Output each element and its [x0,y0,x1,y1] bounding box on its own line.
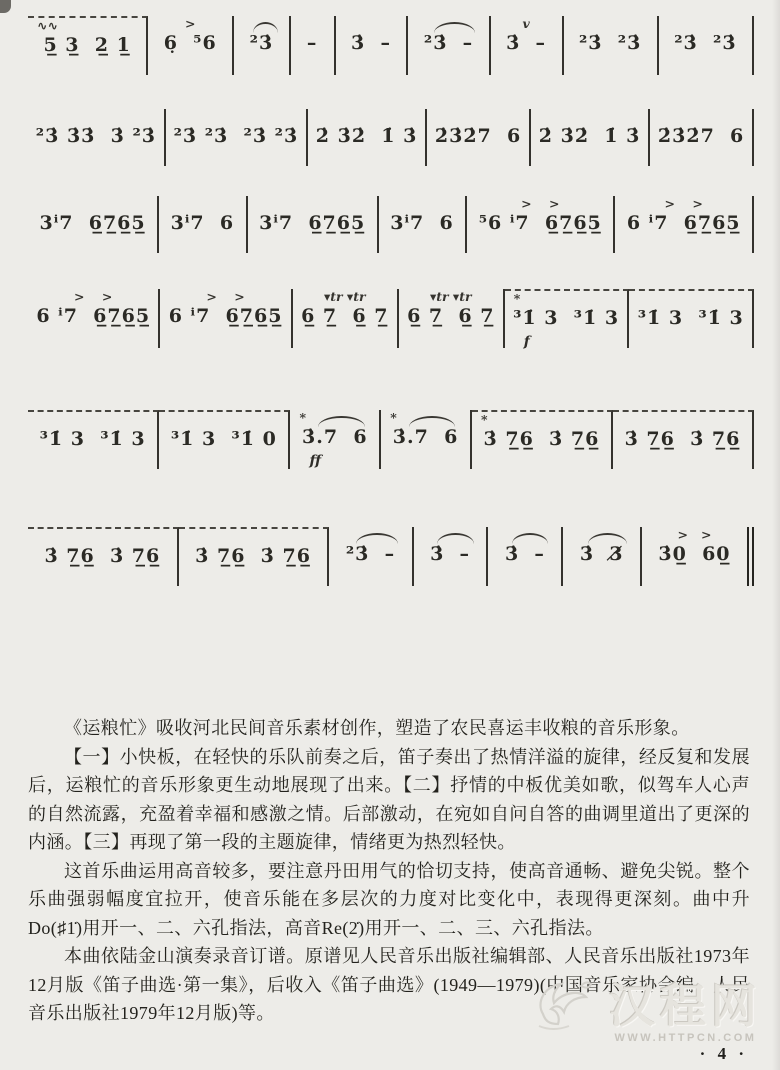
dynamic-marking [167,332,283,346]
dynamic-marking [315,152,418,166]
note-group: ⁵6 ⁱ7 6̲7̲6̲5̲ [478,212,602,234]
measure [564,16,659,75]
dynamic-marking [241,59,281,73]
measure [28,527,179,586]
measure [629,289,754,348]
measure [427,109,531,166]
measure [531,109,650,166]
note-group: 6̣ ⁵6 [163,32,217,54]
measure [379,196,467,253]
ornament-row [35,529,170,545]
note-group: 3̇ 7̲6̲ 3̇ 7̲6̲ [483,428,600,450]
paragraph-intro: 《运粮忙》吸收河北民间音乐素材创作，塑造了农民喜运丰收粮的音乐形象。 [64,718,690,738]
measure [563,527,642,586]
dynamic-marking: f [523,334,530,350]
dynamic-marking [666,59,745,73]
note-group: 3̇ 7̲6̲ 3̇ 7̲6̲ [624,428,741,450]
watermark-site-name: 汉程网 [609,981,762,1032]
note-group: ²3̇ ²3̇ ²3̇ ²3̇ [173,125,299,147]
note-group: ²3̇ – [423,32,474,54]
dynamic-marking [406,332,496,346]
page-number: · 4 · [699,1044,748,1063]
note-group: ³1̇ 3 ³1̇ 3 [637,307,744,329]
ornament-row [35,412,150,428]
ornament-row [538,109,641,125]
measure [472,410,613,469]
measure [650,109,754,166]
measure [148,16,234,75]
dynamic-marking [166,455,281,469]
note-group: 6̲ 7̲ 6̲ 7̲ [301,305,389,327]
ornament-row [173,109,299,125]
ornament-row [571,16,650,32]
dynamic-marking [35,61,139,75]
ornament-row: ▾tr ▾tr [429,289,472,304]
note-group: 2̇3̇2̇7 6 [657,125,745,147]
note-group: 3̇0̲ 60̲ [658,543,731,565]
ornament-row: v [522,16,530,31]
ornament-row [166,412,281,428]
measure [291,16,336,75]
dynamic-marking [570,570,633,584]
ornament-row: > [184,16,196,31]
dynamic-marking [388,453,463,467]
score-line-6 [28,527,754,586]
measure [293,289,399,348]
dynamic-marking [35,152,157,166]
measure [28,410,159,469]
dynamic-marking [657,152,745,166]
measure [329,527,413,586]
measure [642,527,754,586]
dynamic-marking [35,332,151,346]
ornament-row [386,196,458,212]
note-group: ²3̇ ²3̇ [578,32,642,54]
note-group: 3̇ 3̸ [579,543,624,565]
measure [467,196,615,253]
measure [414,527,489,586]
ornament-row [336,527,404,543]
note-group: 3̇ – [504,543,545,565]
measure [28,16,148,75]
note-group: ²3̇ ²3̇ [674,32,737,54]
dynamic-marking [498,59,555,73]
dynamic-marking [479,455,604,469]
dynamic-marking [35,455,150,469]
measure [28,289,160,348]
dynamic-marking [415,59,481,73]
ornament-row [421,527,480,543]
measure [159,410,290,469]
ornament-row [315,109,418,125]
measure [28,196,159,253]
dynamic-marking [298,59,327,73]
dynamic-marking [474,239,606,253]
dynamic-marking [386,239,458,253]
ornament-row [255,196,370,212]
ornament-row [343,16,400,32]
note-group: 2̇ 3̇2̇ 1̇ 3̇ [538,125,641,147]
watermark-site-url: WWW.HTTPCN.COM [614,1032,757,1044]
measure [160,289,292,348]
ornament-row [636,291,745,307]
measure [179,527,330,586]
note-group: ³1̇ 3 ³1̇ 3 [39,428,146,450]
paragraph-source: 本曲依陆金山演奏录音订谱。原谱见人民音乐出版社编辑部、人民音乐出版社1973年12月版《笛子曲选·第一集》，后收入《笛子曲选》(1949—1979)(中国音乐家协会编 人民音乐出版社1979年12月版)等。 [28,946,750,1023]
ornament-row [657,109,745,125]
note-group: 3̇ 7̲6̲ 3̇ 7̲6̲ [44,545,161,567]
measure [336,16,409,75]
ornament-row [570,527,633,543]
ornament-row: * [297,410,372,426]
ornament-row [495,527,554,543]
dynamic-marking [166,239,238,253]
note-group: 6 ⁱ7 6̲7̲6̲5̲ [36,305,151,327]
ornament-row: ∿∿ [37,18,58,33]
measure [659,16,754,75]
measure [408,16,490,75]
measure [248,196,379,253]
note-group: 2̇3̇2̇7 6 [434,125,522,147]
dynamic-marking [35,239,150,253]
paragraph-technique: 这首乐曲运用高音较多，要注意丹田用气的恰切支持，使高音通畅、避免尖锐。整个乐曲强弱幅度宜拉开，使音乐能在多层次的力度对比变化中，表现得更深刻。曲中升Do(♯1̇)用开一、二、六孔指法，高音Re(2̇)用开一、二、三、六孔指法。 [28,860,750,938]
dynamic-marking [649,570,740,584]
ornament-row: * [480,412,488,427]
dynamic-marking [35,572,170,586]
ornament-row: > > [206,289,245,304]
note-group: 3̇ – [430,543,471,565]
measure [399,289,505,348]
score-line-3 [28,196,754,253]
score-line-2 [28,109,754,166]
ornament-row: * [513,291,521,306]
ornament-row [298,16,327,32]
measure [308,109,427,166]
ornament-row: > > [521,196,560,211]
score-line-5 [28,410,754,469]
note-group: – [306,32,318,54]
ornament-row [434,109,522,125]
dynamic-marking [173,152,299,166]
score-line-4 [28,289,754,348]
note-group: ²3̇ [249,32,274,54]
note-group: 3ⁱ7 6̲7̲6̲5̲ [39,212,146,234]
measure [234,16,290,75]
note-group: 3ⁱ7 6̲7̲6̲5̲ [259,212,366,234]
note-group: 3̇.7 6 [302,426,368,448]
measure [615,196,754,253]
dynamic-marking [571,59,650,73]
score-line-1 [28,16,754,75]
note-group: 6 ⁱ7 6̲7̲6̲5̲ [626,212,741,234]
note-group: 5̲ 3̲ 2̲ 1̲ [43,34,131,56]
dynamic-marking [255,239,370,253]
dynamic-marking [300,332,390,346]
ornament-row [241,16,281,32]
note-group: 3ⁱ7 6 [170,212,235,234]
note-group: 3̇ – [351,32,391,54]
measure [166,109,308,166]
dynamic-marking [155,59,225,73]
ornament-row [186,529,321,545]
ornament-row [35,109,157,125]
ornament-row: * [388,410,463,426]
measure [488,527,563,586]
commentary-text [28,714,750,1028]
dynamic-marking [421,570,480,584]
dynamic-marking [622,239,745,253]
ornament-row [35,196,150,212]
ornament-row [620,412,745,428]
ornament-row [415,16,481,32]
measure [290,410,381,469]
ornament-row: > > [74,289,113,304]
dynamic-marking [538,152,641,166]
dynamic-marking: ff [309,453,322,469]
measure [613,410,754,469]
ornament-row [666,16,745,32]
dynamic-marking [336,570,404,584]
note-group: 6 ⁱ7 6̲7̲6̲5̲ [168,305,283,327]
measure [381,410,472,469]
ornament-row: ▾tr ▾tr [323,289,366,304]
paragraph-structure: 【一】小快板，在轻快的乐队前奏之后，笛子奏出了热情洋溢的旋律，经反复和发展后，运粮忙的音乐形象更生动地展现了出来。【二】抒情的中板优美如歌，似驾车人心声的自然流露，充盈着幸福和感激之情。后部激动，在宛如自问自答的曲调里道出了更深的内涵。【三】再现了第一段的主题旋律，情绪更为热烈轻快。 [28,746,750,852]
measure [28,109,166,166]
note-group: 3̇.7 6 [392,426,459,448]
dynamic-marking [495,570,554,584]
note-group: 3̇ – [506,32,547,54]
dynamic-marking [343,59,400,73]
note-group: ³1̇ 3 ³1̇ 3 [513,307,620,329]
dynamic-marking [620,455,745,469]
note-group: 2̇ 3̇2̇ 1̇ 3̇ [315,125,418,147]
note-group: 3ⁱ7 6 [390,212,454,234]
measure [159,196,247,253]
measure [505,289,630,348]
note-group: 3̇ 7̲6̲ 3̇ 7̲6̲ [195,545,311,567]
note-group: 6̲ 7̲ 6̲ 7̲ [407,305,495,327]
ornament-row [166,196,238,212]
dynamic-marking [186,572,321,586]
measure [491,16,564,75]
note-group: ²3̇ – [345,543,396,565]
dynamic-marking [636,334,745,348]
ornament-row: > > [664,196,703,211]
dynamic-marking [434,152,522,166]
note-group: ²3̇ 3̇3̇ 3̇ ²3̇ [35,125,156,147]
note-group: ³1̇ 3 ³1̇ 0 [170,428,277,450]
ornament-row: > > [677,527,712,542]
